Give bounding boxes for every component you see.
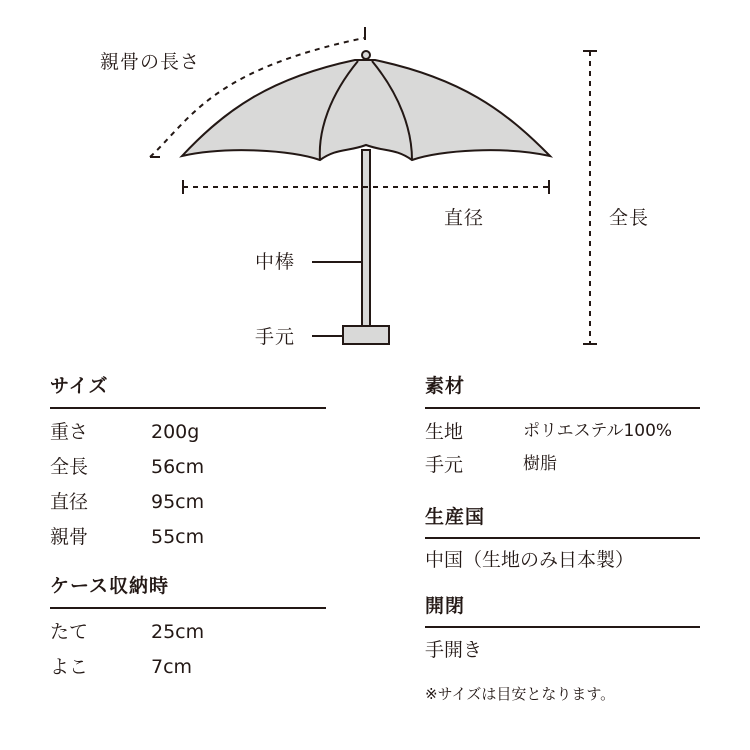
case-row-key: よこ (50, 656, 89, 678)
material-row-key: 手元 (425, 454, 464, 476)
opening-title: 開閉 (425, 595, 466, 617)
umbrella-handle (343, 326, 389, 344)
case-divider (50, 607, 326, 609)
case-row-value: 7cm (151, 656, 193, 678)
material-row-value: ポリエステル100% (523, 421, 673, 441)
material-row-value: 樹脂 (523, 454, 557, 474)
size-row-value: 200g (151, 421, 200, 443)
material-row-key: 生地 (425, 421, 464, 443)
size-row-value: 55cm (151, 526, 205, 548)
rib-length-label: 親骨の長さ (100, 51, 201, 73)
case-title: ケース収納時 (50, 575, 170, 597)
umbrella-shaft (362, 150, 370, 328)
umbrella-canopy (182, 60, 550, 160)
opening-value: 手開き (425, 639, 483, 661)
origin-value: 中国（生地のみ日本製） (425, 549, 635, 571)
size-row-value: 56cm (151, 456, 205, 478)
origin-divider (425, 537, 700, 539)
umbrella-tip (362, 51, 370, 59)
size-disclaimer-note: ※サイズは目安となります。 (425, 685, 616, 703)
shaft-label: 中棒 (255, 251, 296, 273)
size-row-key: 全長 (50, 456, 89, 478)
handle-label: 手元 (255, 326, 296, 348)
material-divider (425, 407, 700, 409)
size-row-key: 親骨 (50, 526, 89, 548)
material-title: 素材 (425, 375, 466, 397)
case-row-key: たて (50, 621, 89, 643)
umbrella-diagram (0, 0, 750, 360)
size-row-value: 95cm (151, 491, 205, 513)
case-row-value: 25cm (151, 621, 205, 643)
size-title: サイズ (50, 375, 109, 397)
size-row-key: 重さ (50, 421, 89, 443)
total-length-label: 全長 (609, 207, 650, 229)
size-row-key: 直径 (50, 491, 89, 513)
diameter-label: 直径 (444, 207, 485, 229)
origin-title: 生産国 (425, 506, 486, 528)
size-divider (50, 407, 326, 409)
opening-divider (425, 626, 700, 628)
